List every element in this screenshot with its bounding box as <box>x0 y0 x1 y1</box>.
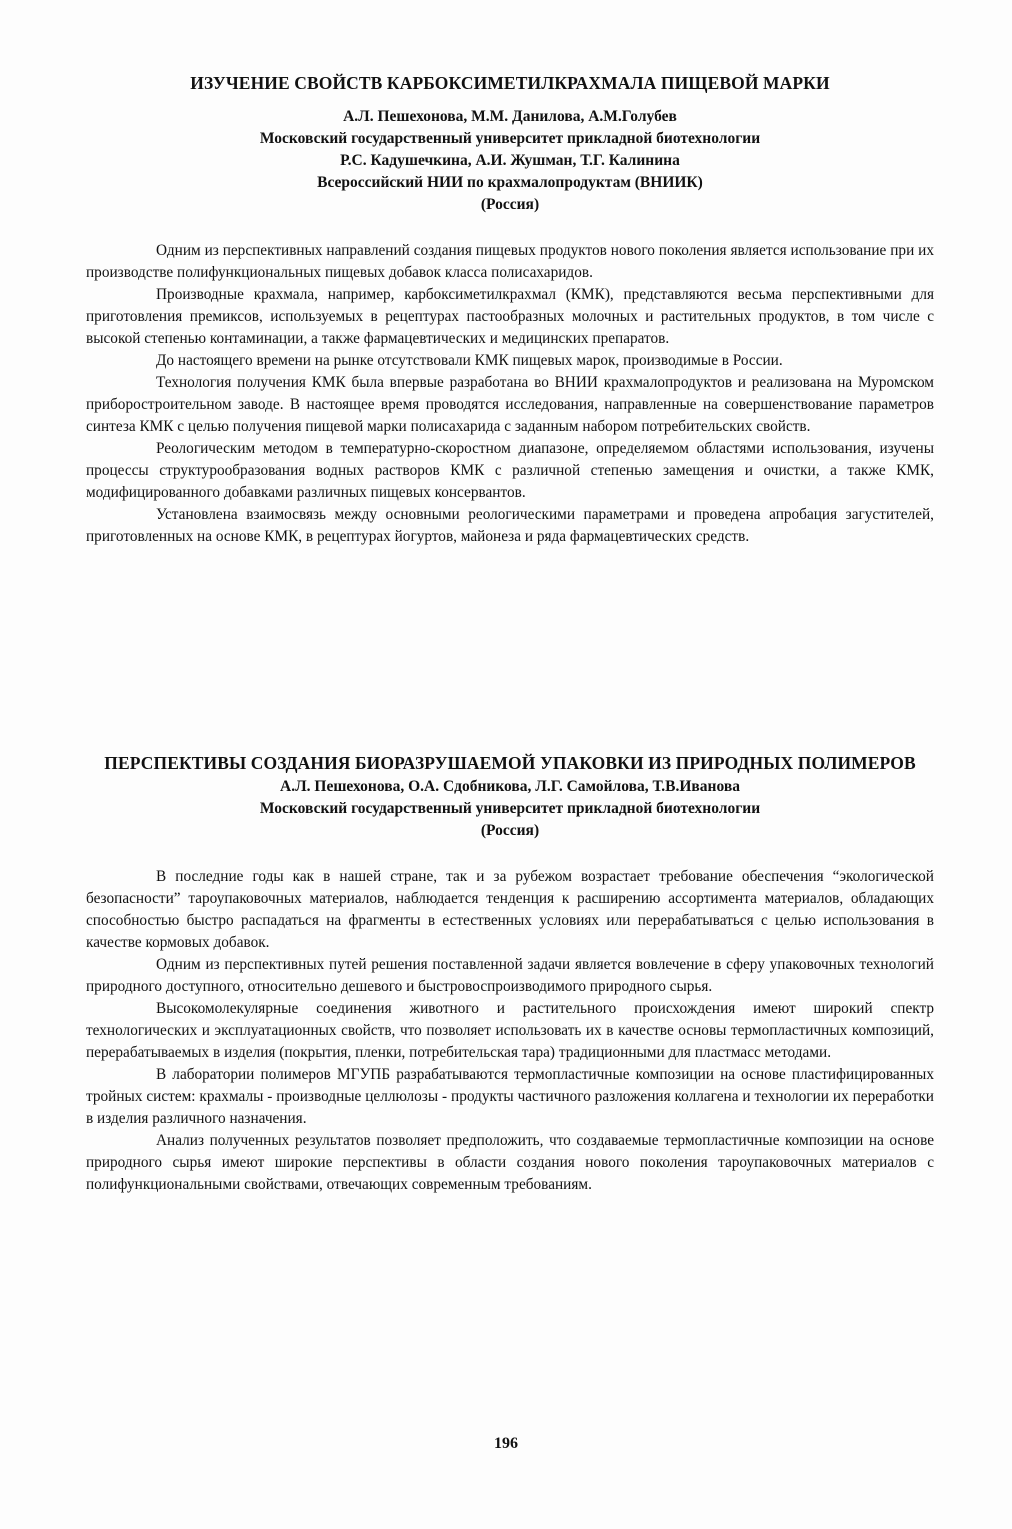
article-2-body <box>86 866 934 1196</box>
page-number: 196 <box>494 1435 518 1452</box>
article-2-paragraph: В последние годы как в нашей стране, так и за рубежом возрастает требование обеспечения “экологической безопасности” тароупаковочных материалов, наблюдается тенденция к расширению ассортимента материалов, обладающих способностью быстро распадаться на фрагменты в естественных условиях или перерабатываться с целью использования в качестве кормовых добавок. <box>86 868 934 951</box>
article-2-country: (Россия) <box>480 822 540 839</box>
article-2-paragraph: Анализ полученных результатов позволяет предположить, что создаваемые термопластичные композиции на основе природного сырья имеют широкие перспективы в области создания нового поколения тароупаковочных материалов с полифункциональными свойствами, отвечающих современным требованиям. <box>86 1132 934 1193</box>
article-1 <box>86 72 934 548</box>
article-1-paragraph: До настоящего времени на рынке отсутствовали КМК пищевых марок, производимые в России. <box>156 352 783 369</box>
article-1-body <box>86 240 934 548</box>
article-2-paragraph: Высокомолекулярные соединения животного и растительного происхождения имеют широкий спектр технологических и эксплуатационных свойств, что позволяет использовать их в качестве основы термопластичных композиций, перерабатываемых в изделия (покрытия, пленки, потребительская тара) традиционными для пластмасс методами. <box>86 1000 934 1061</box>
article-2-affiliation: Московский государственный университет прикладной биотехнологии <box>259 800 761 817</box>
article-2-title: ПЕРСПЕКТИВЫ СОЗДАНИЯ БИОРАЗРУШАЕМОЙ УПАКОВКИ ИЗ ПРИРОДНЫХ ПОЛИМЕРОВ <box>104 753 916 773</box>
article-1-affiliation-1: Московский государственный университет прикладной биотехнологии <box>259 130 761 147</box>
article-1-paragraph: Технология получения КМК была впервые разработана во ВНИИ крахмалопродуктов и реализована на Муромском приборостроительном заводе. В настоящее время проводятся исследования, направленные на совершенствование параметров синтеза КМК с целью получения пищевой марки полисахарида с заданным набором потребительских свойств. <box>86 374 934 435</box>
article-1-paragraph: Установлена взаимосвязь между основными реологическими параметрами и проведена апробация загустителей, приготовленных на основе КМК, в рецептурах йогуртов, майонеза и ряда фармацевтических средств. <box>86 506 934 545</box>
article-1-title: ИЗУЧЕНИЕ СВОЙСТВ КАРБОКСИМЕТИЛКРАХМАЛА ПИЩЕВОЙ МАРКИ <box>190 73 830 93</box>
article-1-paragraph: Реологическим методом в температурно-скоростном диапазоне, определяемом областями использования, изучены процессы структурообразования водных растворов КМК с различной степенью замещения и очистки, а также КМК, модифицированного добавками различных пищевых консервантов. <box>86 440 934 501</box>
article-1-paragraph: Производные крахмала, например, карбоксиметилкрахмал (КМК), представляются весьма перспективными для приготовления премиксов, используемых в рецептурах пастообразных молочных и растительных продуктов, в том числе с высокой степенью контаминации, а также фармацевтических и медицинских препаратов. <box>86 286 934 347</box>
article-2-paragraph: Одним из перспективных путей решения поставленной задачи является вовлечение в сферу упаковочных технологий природного доступного, относительно дешевого и быстровоспроизводимого природного сырья. <box>86 956 934 995</box>
article-1-authors-block <box>86 106 934 216</box>
article-1-affiliation-2: Всероссийский НИИ по крахмалопродуктам (ВНИИК) <box>317 174 703 191</box>
article-1-authors-line-2: Р.С. Кадушечкина, А.И. Жушман, Т.Г. Калинина <box>340 152 680 169</box>
article-1-paragraph: Одним из перспективных направлений создания пищевых продуктов нового поколения является использование при их производстве полифункциональных пищевых добавок класса полисахаридов. <box>86 242 934 281</box>
article-2-paragraph: В лаборатории полимеров МГУПБ разрабатываются термопластичные композиции на основе пластифицированных тройных систем: крахмалы - производные целлюлозы - продукты частичного разложения коллагена и технологии их переработки в изделия различного назначения. <box>86 1066 934 1127</box>
article-1-authors-line-1: А.Л. Пешехонова, М.М. Данилова, А.М.Голубев <box>343 108 677 125</box>
article-1-country: (Россия) <box>480 196 540 213</box>
article-2 <box>86 752 934 1196</box>
article-2-authors-block <box>86 776 934 842</box>
article-2-authors-line: А.Л. Пешехонова, О.А. Сдобникова, Л.Г. Самойлова, Т.В.Иванова <box>280 778 740 795</box>
